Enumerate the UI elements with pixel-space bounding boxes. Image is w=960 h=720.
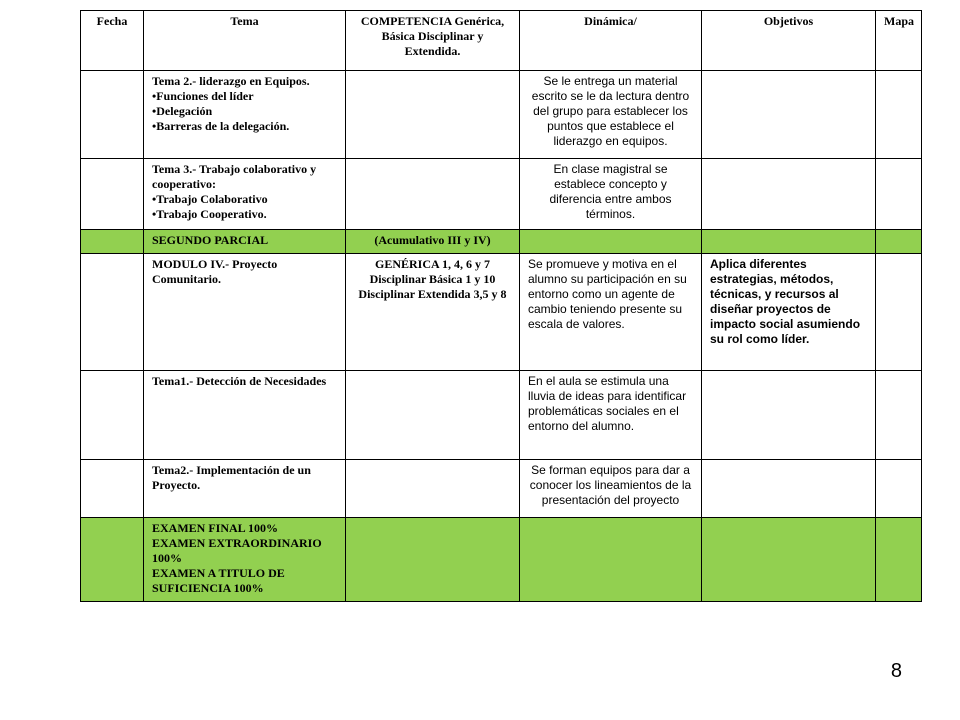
mapa-cell [876,518,922,602]
header-tema: Tema [144,11,346,71]
header-mapa: Mapa [876,11,922,71]
tema-line: Tema 3.- Trabajo colaborativo y cooperativo: [152,162,317,191]
tema-line: •Trabajo Cooperativo. [152,207,267,221]
dinamica-cell: Se forman equipos para dar a conocer los lineamientos de la presentación del proyecto [520,460,702,518]
header-objetivos: Objetivos [702,11,876,71]
competencia-cell [346,371,520,460]
competencia-cell [346,518,520,602]
tema-line: Tema1.- Detección de Necesidades [152,374,327,388]
page-number: 8 [890,660,902,682]
header-row [81,11,922,71]
objetivos-cell [702,460,876,518]
fecha-cell [81,371,144,460]
dinamica-cell: Se promueve y motiva en el alumno su participación en su entorno como un agente de cambio teniendo presente su escala de valores. [520,254,702,371]
tema-line: Tema2.- Implementación de un Proyecto. [152,463,311,492]
dinamica-cell: En el aula se estimula una lluvia de ideas para identificar problemáticas sociales en el entorno del alumno. [520,371,702,460]
fecha-cell [81,159,144,230]
fecha-cell [81,71,144,159]
competencia-cell: GENÉRICA 1, 4, 6 y 7 Disciplinar Básica 1 y 10 Disciplinar Extendida 3,5 y 8 [346,254,520,371]
tema-cell [144,254,346,371]
tema-line: EXAMEN EXTRAORDINARIO 100% [152,536,322,565]
objetivos-cell [702,371,876,460]
header-fecha: Fecha [81,11,144,71]
dinamica-cell [520,230,702,254]
header-competencia: COMPETENCIA Genérica, Básica Disciplinar y Extendida. [346,11,520,71]
header-dinamica: Dinámica/ [520,11,702,71]
table-row [81,254,922,371]
competencia-cell [346,71,520,159]
tema-cell [144,518,346,602]
table-row-segundo-parcial [81,230,922,254]
competencia-cell [346,460,520,518]
objetivos-cell: Aplica diferentes estrategias, métodos, técnicas, y recursos al diseñar proyectos de impacto social asumiendo su rol como líder. [702,254,876,371]
tema-cell [144,460,346,518]
tema-cell [144,159,346,230]
fecha-cell [81,230,144,254]
tema-line: MODULO IV.- Proyecto Comunitario. [152,257,278,286]
fecha-cell [81,254,144,371]
table-row-examen [81,518,922,602]
objetivos-cell [702,159,876,230]
tema-line: EXAMEN A TITULO DE SUFICIENCIA 100% [152,566,285,595]
mapa-cell [876,159,922,230]
mapa-cell [876,230,922,254]
objetivos-cell [702,230,876,254]
tema-line: •Funciones del líder [152,89,254,103]
tema-line: •Delegación [152,104,213,118]
tema-cell [144,71,346,159]
competencia-cell: (Acumulativo III y IV) [346,230,520,254]
fecha-cell [81,460,144,518]
competencia-cell [346,159,520,230]
dinamica-cell: Se le entrega un material escrito se le da lectura dentro del grupo para establecer los puntos que establece el liderazgo en equipos. [520,71,702,159]
tema-cell: SEGUNDO PARCIAL [144,230,346,254]
tema-line: EXAMEN FINAL 100% [152,521,279,535]
mapa-cell [876,371,922,460]
tema-line: •Barreras de la delegación. [152,119,290,133]
table-row [81,71,922,159]
tema-line: •Trabajo Colaborativo [152,192,268,206]
planning-table [80,10,922,602]
tema-cell [144,371,346,460]
fecha-cell [81,518,144,602]
objetivos-cell [702,518,876,602]
table-row [81,159,922,230]
mapa-cell [876,460,922,518]
mapa-cell [876,254,922,371]
objetivos-cell [702,71,876,159]
mapa-cell [876,71,922,159]
dinamica-cell: En clase magistral se establece concepto y diferencia entre ambos términos. [520,159,702,230]
table-row [81,460,922,518]
tema-line: Tema 2.- liderazgo en Equipos. [152,74,310,88]
table-row [81,371,922,460]
dinamica-cell [520,518,702,602]
